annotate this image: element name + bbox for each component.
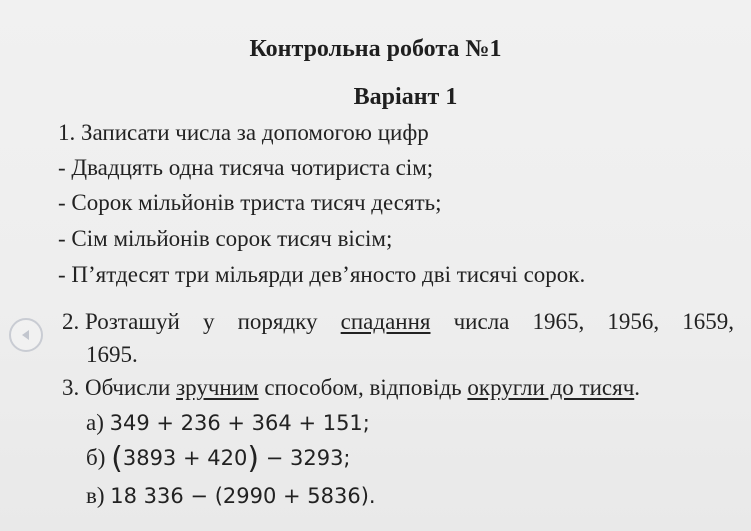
task-1-item: - П’ятдесят три мільярди дев’яносто дві тисячі сорок. <box>58 262 586 287</box>
task-2-line <box>62 309 734 335</box>
task-2-continuation: 1695. <box>86 342 138 367</box>
task-1-heading: 1. Записати числа за допомогою цифр <box>58 120 429 145</box>
task-2-word: порядку <box>237 309 318 334</box>
task-3-b-expression <box>111 441 351 476</box>
task-1-item: - Двадцять одна тисяча чотириста сім; <box>58 155 434 180</box>
variant-heading: Варіант 1 <box>353 84 458 110</box>
open-paren: ( <box>111 441 123 476</box>
task-3-c <box>86 483 376 509</box>
task-3-a <box>86 410 370 436</box>
task-3-c-expression: 18 336 − (2990 + 5836). <box>110 484 376 508</box>
task-3-c-label: в) <box>86 483 105 508</box>
document-title: Контрольна робота №1 <box>249 36 502 62</box>
task-3-a-label: а) <box>86 410 104 435</box>
task-3-b <box>86 441 351 476</box>
task-3-b-label: б) <box>86 445 106 470</box>
task-2-word: числа <box>453 309 510 334</box>
task-2-number: 1956, <box>607 309 660 334</box>
task-3-number: 3. Обчисли <box>62 375 171 400</box>
task-3-heading <box>62 375 640 401</box>
task-1-item: - Сорок мільйонів триста тисяч десять; <box>58 190 442 215</box>
task-3-a-expression: 349 + 236 + 364 + 151; <box>109 411 370 435</box>
left-triangle-icon <box>19 328 33 342</box>
task-2-number: 1965, <box>532 309 585 334</box>
task-3-underlined-phrase: округли до тисяч <box>467 375 635 400</box>
task-2-underlined-word: спадання <box>340 309 431 334</box>
task-3-period: . <box>634 375 641 400</box>
task-3-b-inner: 3893 + 420 <box>122 446 248 470</box>
back-button[interactable] <box>9 318 43 352</box>
task-3-b-rest: − 3293; <box>259 446 351 470</box>
task-2-word: 2. Розташуй <box>62 309 180 334</box>
task-1-item: - Сім мільйонів сорок тисяч вісім; <box>58 226 393 251</box>
task-3-underlined-word: зручним <box>176 375 259 400</box>
task-2-word: у <box>202 309 215 334</box>
task-2-number: 1659, <box>682 309 734 334</box>
close-paren: ) <box>247 441 260 476</box>
task-3-text: способом, відповідь <box>264 375 462 400</box>
